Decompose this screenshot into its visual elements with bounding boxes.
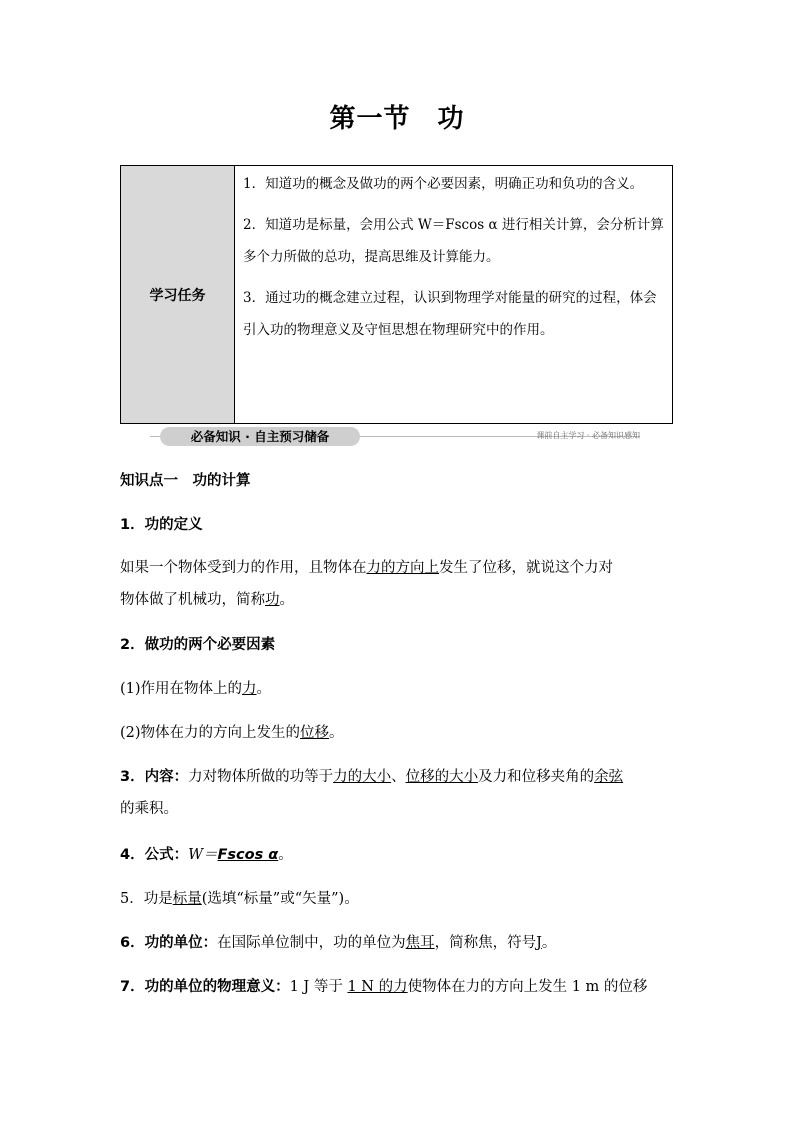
- answer-blank: Fscos α: [217, 847, 279, 863]
- answer-blank: 功: [265, 592, 280, 608]
- s6-line: 6．功的单位：在国际单位制中，功的单位为焦耳，简称焦，符号J。: [120, 935, 557, 951]
- section-heading: 知识点一 功的计算: [120, 473, 251, 489]
- s1-line-2: 物体做了机械功，简称功。: [120, 592, 294, 608]
- s2-title: 2．做功的两个必要因素: [120, 637, 276, 653]
- s4-formula: 4．公式：W＝Fscos α。: [120, 847, 293, 863]
- answer-blank: 标量: [172, 891, 202, 907]
- task-item-1: 1．知道功的概念及做功的两个必要因素，明确正功和负功的含义。: [243, 176, 644, 192]
- answer-blank: 余弦: [594, 769, 624, 785]
- banner-label: 必备知识 · 自主预习储备: [160, 427, 360, 446]
- answer-blank: 位移: [300, 725, 330, 741]
- answer-blank: 位移的大小: [405, 769, 479, 785]
- answer-blank: 力的大小: [333, 769, 392, 785]
- s3-line-2: 的乘积。: [120, 801, 178, 817]
- task-items: [235, 166, 672, 423]
- answer-blank: 力的方向上: [366, 560, 439, 576]
- s3-line-1: 3．内容：力对物体所做的功等于力的大小、位移的大小及力和位移夹角的余弦: [120, 769, 624, 785]
- s1-title: 1．功的定义: [120, 517, 203, 533]
- task-label: 学习任务: [121, 166, 235, 423]
- answer-blank: 1 N 的力: [347, 979, 408, 995]
- section-banner: [150, 426, 640, 448]
- banner-subtitle: 课前自主学习 · 必备知识感知: [536, 431, 640, 440]
- page-title: 第一节 功: [329, 104, 465, 134]
- learning-task-table: [120, 165, 673, 424]
- task-item-2: 2．知道功是标量，会用公式 W＝Fscos α 进行相关计算，会分析计算多个力所做的总功，提高思维及计算能力。: [243, 217, 664, 265]
- s5-line: 5．功是标量(选填“标量”或“矢量”)。: [120, 891, 359, 907]
- s2-item-2: (2)物体在力的方向上发生的位移。: [120, 725, 344, 741]
- task-item-3: 3．通过功的概念建立过程，认识到物理学对能量的研究的过程，体会引入功的物理意义及守恒思想在物理研究中的作用。: [243, 290, 657, 338]
- s7-line: 7．功的单位的物理意义：1 J 等于 1 N 的力使物体在力的方向上发生 1 m 的位移: [120, 979, 648, 995]
- s1-line-1: 如果一个物体受到力的作用，且物体在力的方向上发生了位移，就说这个力对: [120, 560, 613, 576]
- answer-blank: 力: [242, 681, 257, 697]
- s2-item-1: (1)作用在物体上的力。: [120, 681, 272, 697]
- answer-blank: 焦耳: [405, 935, 435, 951]
- answer-blank: J: [536, 935, 542, 951]
